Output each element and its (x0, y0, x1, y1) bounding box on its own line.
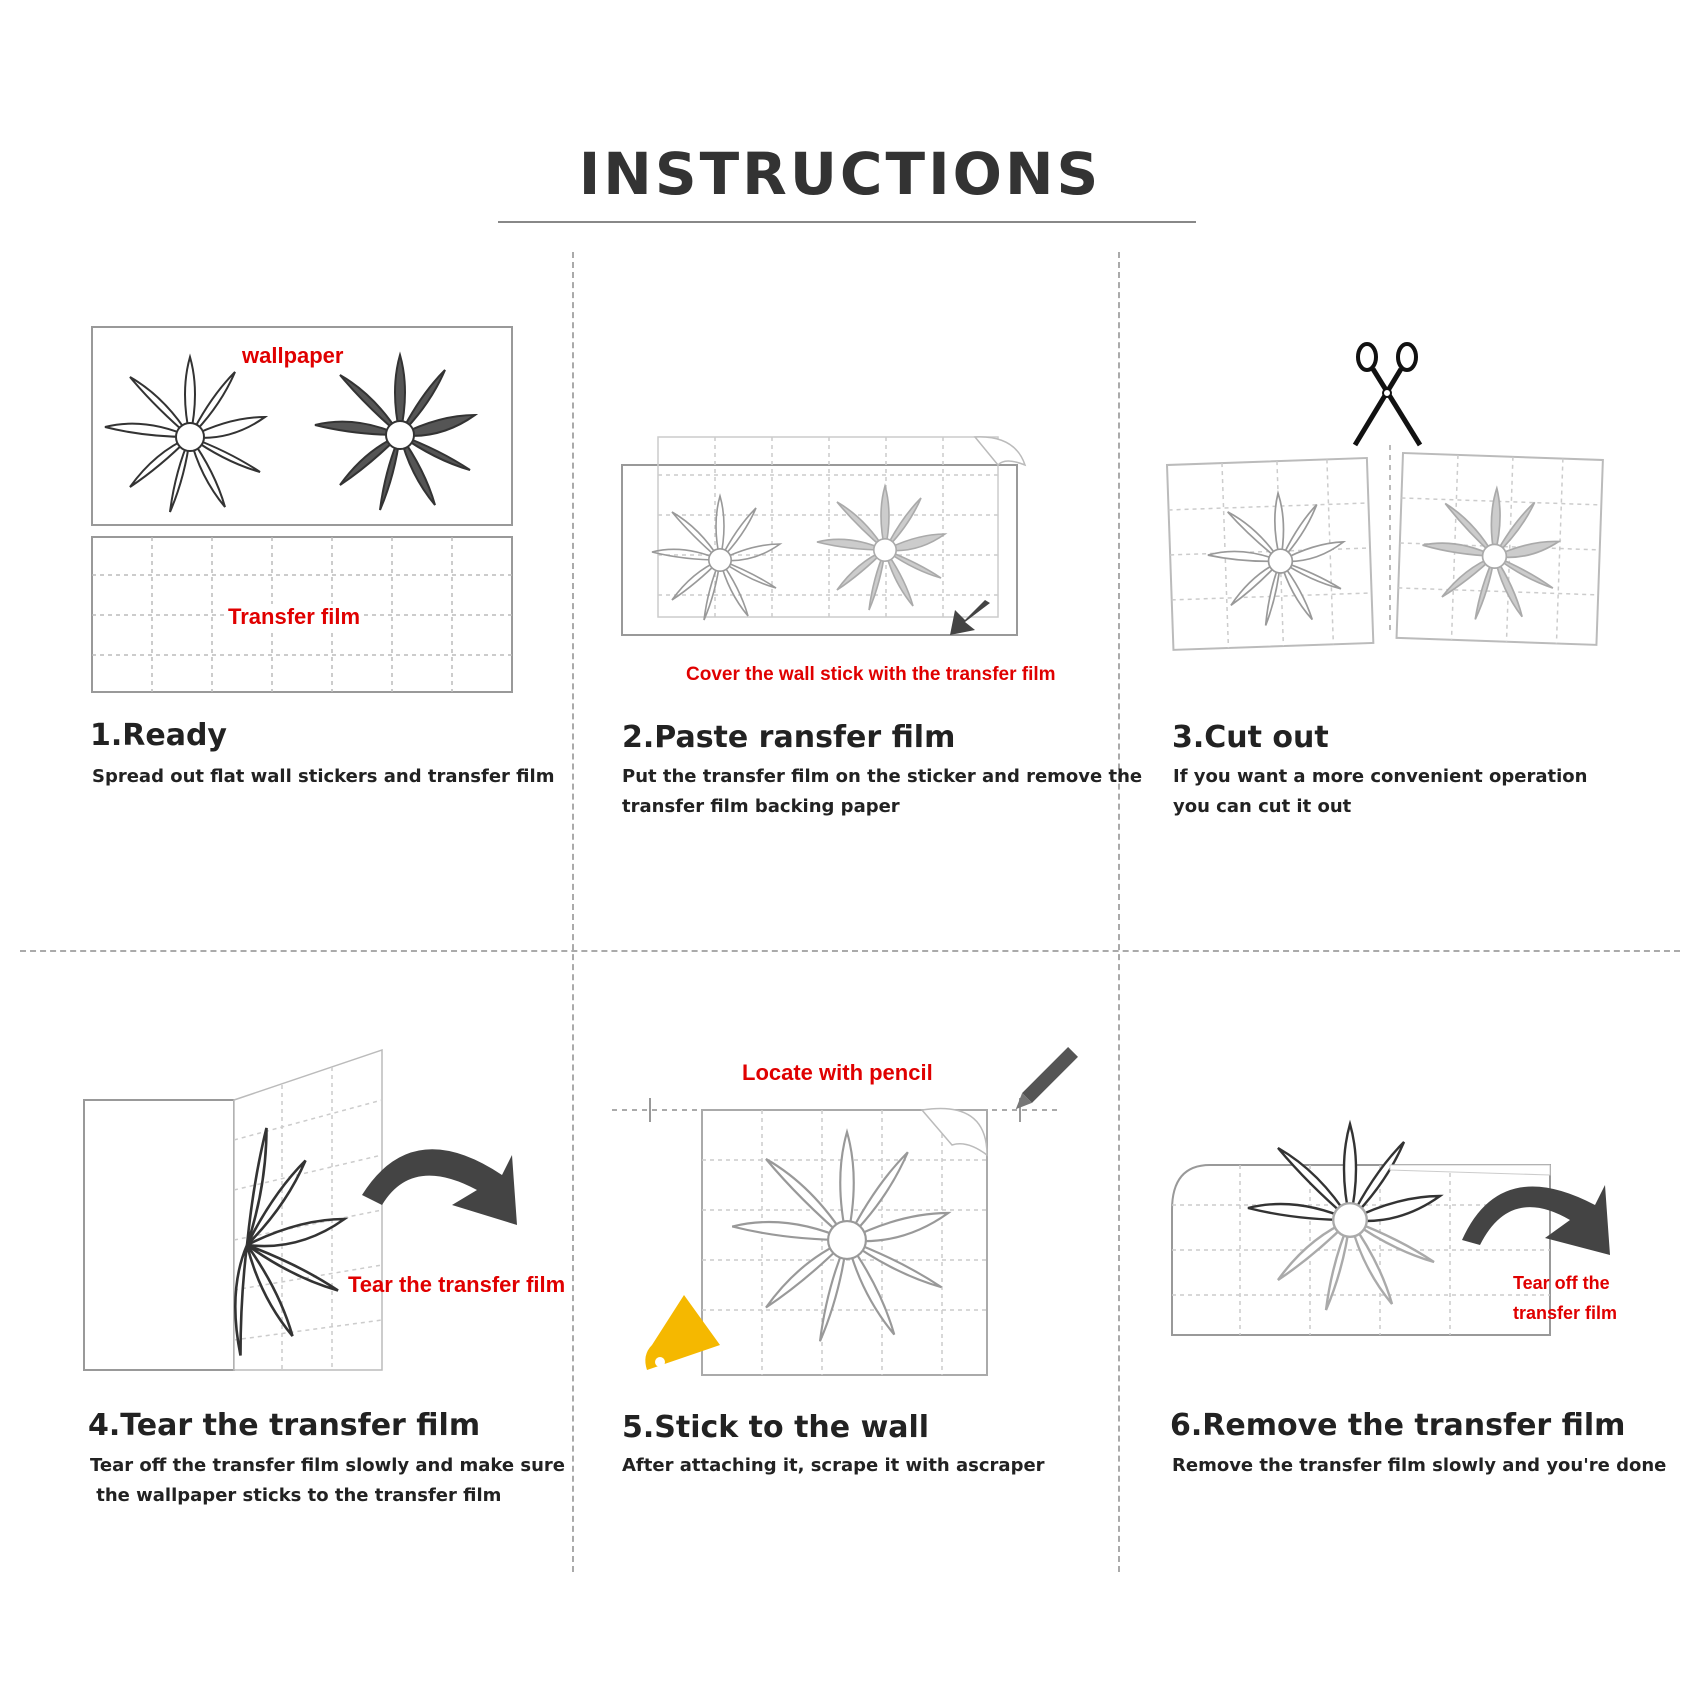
pencil-icon (1011, 1047, 1078, 1114)
step-4-desc: Tear off the transfer film slowly and make sure (90, 1455, 566, 1476)
step-4-title: 4.Tear the transfer film (88, 1408, 481, 1443)
locate-pencil-label: Locate with pencil (742, 1060, 933, 1085)
step4-illustration (82, 1045, 522, 1380)
step-2-desc: transfer film backing paper (622, 796, 900, 817)
row-divider (20, 950, 1680, 952)
step-5-title: 5.Stick to the wall (622, 1410, 930, 1445)
step-3-title: 3.Cut out (1172, 720, 1329, 755)
step3-illustration (1165, 335, 1610, 655)
column-divider (572, 252, 574, 1572)
step5-illustration (612, 1040, 1092, 1385)
page-title: INSTRUCTIONS (578, 140, 1102, 208)
step-3-desc: you can cut it out (1173, 796, 1352, 817)
wallpaper-label: wallpaper (242, 343, 344, 368)
step-3-desc: If you want a more convenient operation (1173, 766, 1588, 787)
tear-off-label-line1: Tear off the (1513, 1273, 1610, 1293)
step-2-title: 2.Paste ransfer film (622, 720, 956, 755)
step-6-title: 6.Remove the transfer film (1170, 1408, 1626, 1443)
step-1-title: 1.Ready (90, 718, 227, 753)
scissors-icon (1355, 344, 1420, 445)
transfer-film-label: Transfer film (228, 604, 361, 629)
cover-label: Cover the wall stick with the transfer film (686, 664, 1056, 685)
curved-arrow-icon (362, 1149, 517, 1225)
step6-illustration (1170, 1060, 1618, 1340)
step-4-desc: the wallpaper sticks to the transfer film (90, 1485, 502, 1506)
column-divider (1118, 252, 1120, 1572)
step-1-desc: Spread out flat wall stickers and transfer film (92, 766, 555, 787)
title-underline (498, 221, 1196, 223)
tear-off-label-line2: transfer film (1513, 1303, 1618, 1323)
tear-film-label: Tear the transfer film (348, 1272, 566, 1297)
step-6-desc: Remove the transfer film slowly and you're done (1172, 1455, 1667, 1476)
step2-illustration (620, 435, 1040, 645)
step-2-desc: Put the transfer film on the sticker and remove the (622, 766, 1143, 787)
step1-illustration (90, 325, 515, 695)
step-5-desc: After attaching it, scrape it with ascraper (622, 1455, 1045, 1476)
